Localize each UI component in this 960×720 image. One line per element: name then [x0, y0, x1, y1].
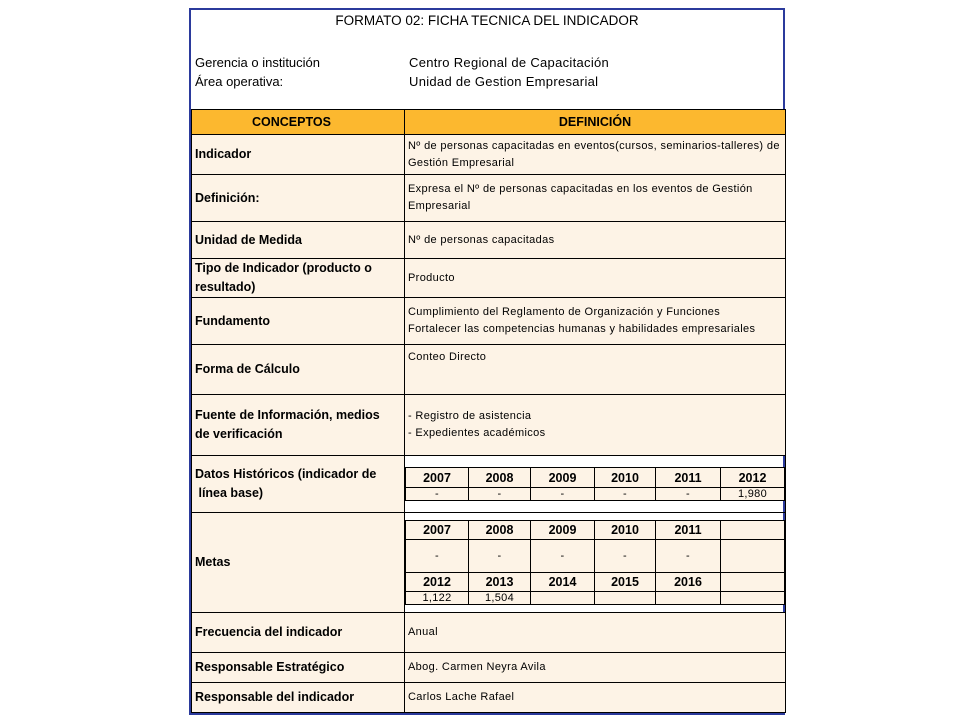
- value-cell: [531, 592, 595, 605]
- metas-values-row-a: [406, 540, 785, 573]
- year-cell: 2009: [531, 521, 595, 540]
- resp-estrategico-label: Responsable Estratégico: [192, 653, 405, 683]
- fuente-line2: - Expedientes académicos: [408, 427, 546, 439]
- datos-values-row: [406, 488, 785, 501]
- fuente-value: [405, 395, 786, 456]
- value-cell: [656, 592, 721, 605]
- value-cell: [721, 592, 785, 605]
- unidad-value: Nº de personas capacitadas: [405, 222, 786, 259]
- datos-label-line1: Datos Históricos (indicador de: [195, 467, 377, 481]
- year-cell: 2007: [406, 521, 469, 540]
- value-cell: -: [656, 540, 721, 573]
- fuente-label: [192, 395, 405, 456]
- value-cell: 1,504: [469, 592, 531, 605]
- gerencia-label: Gerencia o institución: [195, 55, 321, 70]
- resp-indicador-label: Responsable del indicador: [192, 683, 405, 713]
- frecuencia-label: Frecuencia del indicador: [192, 613, 405, 653]
- indicador-label: Indicador: [192, 135, 405, 175]
- definicion-header: DEFINICIÓN: [405, 110, 786, 135]
- datos-historicos-grid: [405, 456, 786, 513]
- year-cell: 2014: [531, 573, 595, 592]
- fundamento-value: [405, 298, 786, 345]
- value-cell: -: [469, 488, 531, 501]
- metas-years-row-a: [406, 521, 785, 540]
- table-row: [192, 298, 786, 345]
- year-cell: 2008: [469, 468, 531, 488]
- definicion-value: Expresa el Nº de personas capacitadas en los eventos de Gestión Empresarial: [405, 175, 786, 222]
- metas-grid: [405, 513, 786, 613]
- value-cell: -: [406, 540, 469, 573]
- metas-values-row-b: [406, 592, 785, 605]
- table-row: [192, 259, 786, 298]
- year-cell: 2012: [406, 573, 469, 592]
- value-cell: 1,980: [721, 488, 785, 501]
- year-cell: 2008: [469, 521, 531, 540]
- year-cell: 2016: [656, 573, 721, 592]
- frecuencia-value: Anual: [405, 613, 786, 653]
- tipo-label-line2: resultado): [195, 280, 256, 294]
- definicion-label: Definición:: [192, 175, 405, 222]
- value-cell: -: [595, 488, 656, 501]
- table-row: [192, 653, 786, 683]
- year-cell: 2013: [469, 573, 531, 592]
- value-cell: [595, 592, 656, 605]
- metas-label: Metas: [192, 513, 405, 613]
- year-cell: 2012: [721, 468, 785, 488]
- datos-label-line2: línea base): [195, 486, 264, 500]
- table-header-row: [192, 110, 786, 135]
- value-cell: [721, 540, 785, 573]
- table-row: [192, 345, 786, 395]
- fundamento-line2: Fortalecer las competencias humanas y habilidades empresariales: [408, 323, 756, 335]
- tipo-value: Producto: [405, 259, 786, 298]
- table-row: [192, 513, 786, 613]
- tipo-label: [192, 259, 405, 298]
- table-row: [192, 135, 786, 175]
- fuente-label-line2: de verificación: [195, 427, 283, 441]
- document-title: FORMATO 02: FICHA TECNICA DEL INDICADOR: [335, 13, 639, 28]
- indicator-table: [191, 109, 786, 713]
- year-cell: 2011: [656, 468, 721, 488]
- year-cell: 2009: [531, 468, 595, 488]
- area-label: Área operativa:: [195, 74, 284, 89]
- value-cell: -: [531, 540, 595, 573]
- table-row: [192, 395, 786, 456]
- resp-indicador-value: Carlos Lache Rafael: [405, 683, 786, 713]
- area-value: Unidad de Gestion Empresarial: [409, 74, 599, 89]
- value-cell: -: [469, 540, 531, 573]
- year-cell: [721, 573, 785, 592]
- year-cell: [721, 521, 785, 540]
- forma-label: Forma de Cálculo: [192, 345, 405, 395]
- metas-years-row-b: [406, 573, 785, 592]
- table-row: [192, 222, 786, 259]
- table-row: [192, 175, 786, 222]
- conceptos-header: CONCEPTOS: [192, 110, 405, 135]
- unidad-label: Unidad de Medida: [192, 222, 405, 259]
- value-cell: -: [531, 488, 595, 501]
- tipo-label-line1: Tipo de Indicador (producto o: [195, 261, 372, 275]
- ficha-tecnica-sheet: [189, 8, 785, 715]
- forma-value: Conteo Directo: [405, 345, 786, 395]
- resp-estrategico-value: Abog. Carmen Neyra Avila: [405, 653, 786, 683]
- value-cell: -: [595, 540, 656, 573]
- table-row: [192, 613, 786, 653]
- datos-label: [192, 456, 405, 513]
- value-cell: -: [406, 488, 469, 501]
- table-row: [192, 456, 786, 513]
- year-cell: 2015: [595, 573, 656, 592]
- year-cell: 2010: [595, 521, 656, 540]
- datos-years-row: [406, 468, 785, 488]
- gerencia-value: Centro Regional de Capacitación: [409, 55, 610, 70]
- indicador-value: Nº de personas capacitadas en eventos(cursos, seminarios-talleres) de Gestión Empresarial: [405, 135, 786, 175]
- year-cell: 2011: [656, 521, 721, 540]
- value-cell: -: [656, 488, 721, 501]
- fundamento-label: Fundamento: [192, 298, 405, 345]
- fuente-label-line1: Fuente de Información, medios: [195, 408, 380, 422]
- value-cell: 1,122: [406, 592, 469, 605]
- fuente-line1: - Registro de asistencia: [408, 410, 532, 422]
- table-row: [192, 683, 786, 713]
- year-cell: 2010: [595, 468, 656, 488]
- fundamento-line1: Cumplimiento del Reglamento de Organización y Funciones: [408, 306, 721, 318]
- year-cell: 2007: [406, 468, 469, 488]
